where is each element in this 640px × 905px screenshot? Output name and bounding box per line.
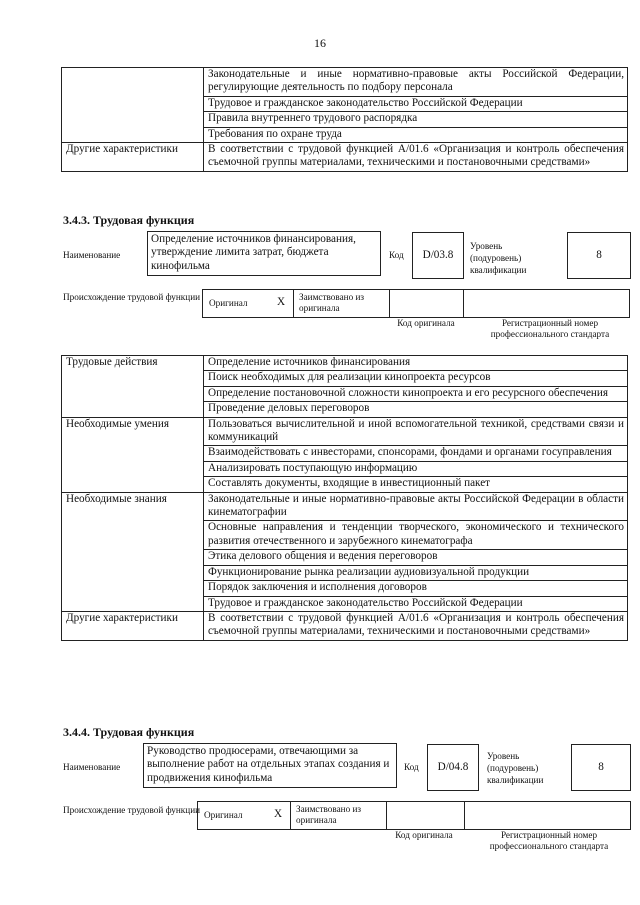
row-item: Составлять документы, входящие в инвестиционный пакет — [204, 477, 628, 492]
original-mark-2: X — [274, 808, 283, 820]
row-item: Определение постановочной сложности кинопроекта и его ресурсного обеспечения — [204, 386, 628, 401]
row-item: Анализировать поступающую информацию — [204, 461, 628, 476]
section-heading-344: 3.4.4. Трудовая функция — [63, 725, 195, 739]
row-item: Взаимодействовать с инвесторами, спонсорами, фондами и органами госуправления — [204, 446, 628, 461]
code-label: Код — [389, 250, 404, 260]
origin-label: Происхождение трудовой функции — [63, 292, 201, 302]
origin-label-2: Происхождение трудовой функции — [63, 805, 201, 815]
level-label-2: Уровень (подуровень) квалификации — [487, 751, 544, 785]
table-row — [62, 611, 628, 640]
code-original-caption-2: Код оригинала — [395, 830, 453, 840]
borrowed-label-2: Заимствовано из оригинала — [296, 804, 362, 825]
table-row — [62, 68, 628, 97]
section-heading-343: 3.4.3. Трудовая функция — [63, 213, 195, 227]
page-number: 16 — [314, 36, 326, 50]
row-item: Поиск необходимых для реализации кинопроекта ресурсов — [204, 371, 628, 386]
name-label: Наименование — [63, 250, 121, 260]
table-row — [62, 417, 628, 446]
code-label-2: Код — [404, 762, 419, 772]
original-label: Оригинал — [209, 298, 248, 308]
row-item: Этика делового общения и ведения переговоров — [204, 550, 628, 565]
row-header — [62, 68, 204, 143]
row-header: Трудовые действия — [62, 356, 204, 418]
origin-box — [202, 289, 630, 318]
row-item: Трудовое и гражданское законодательство Российской Федерации — [204, 596, 628, 611]
function-code-field: D/03.8 — [412, 232, 464, 279]
code-original-caption: Код оригинала — [397, 318, 455, 328]
borrowed-label: Заимствовано из оригинала — [299, 292, 365, 313]
function-name-field-2: Руководство продюсерами, отвечающими за выполнение работ на отдельных этапах создания и продвижения кинофильма — [143, 743, 397, 788]
row-header: Другие характеристики — [62, 611, 204, 640]
row-header: Другие характеристики — [62, 143, 204, 172]
function-code-field-2: D/04.8 — [427, 744, 479, 791]
table-row — [62, 143, 628, 172]
row-item: В соответствии с трудовой функцией А/01.6 «Организация и контроль обеспечения съемочной группы материалами, техническими и постановочными средствами» — [204, 143, 628, 172]
row-item: Законодательные и иные нормативно-правовые акты Российской Федерации в области кинематографии — [204, 492, 628, 521]
row-item: Правила внутреннего трудового распорядка — [204, 112, 628, 127]
row-item: Пользоваться вычислительной и иной вспомогательной техникой, средствами связи и коммуникаций — [204, 417, 628, 446]
row-item: Трудовое и гражданское законодательство Российской Федерации — [204, 96, 628, 111]
level-label: Уровень (подуровень) квалификации — [470, 241, 527, 275]
row-item: Порядок заключения и исполнения договоров — [204, 581, 628, 596]
function-name-field: Определение источников финансирования, утверждение лимита затрат, бюджета кинофильма — [147, 231, 381, 276]
table-row — [62, 356, 628, 371]
original-mark: X — [277, 296, 286, 308]
row-item: Проведение деловых переговоров — [204, 402, 628, 417]
row-header: Необходимые знания — [62, 492, 204, 611]
row-item: В соответствии с трудовой функцией А/01.6 «Организация и контроль обеспечения съемочной группы материалами, техническими и постановочными средствами» — [204, 611, 628, 640]
reg-number-caption-2: Регистрационный номер профессионального стандарта — [489, 830, 609, 851]
row-item: Основные направления и тенденции творческого, экономического и технического развития отечественного и зарубежного кинематографа — [204, 521, 628, 550]
level-field: 8 — [567, 232, 631, 279]
origin-box-2 — [197, 801, 631, 830]
name-label-2: Наименование — [63, 762, 121, 772]
reg-number-caption: Регистрационный номер профессионального стандарта — [490, 318, 610, 339]
labor-function-table — [61, 355, 628, 641]
level-field-2: 8 — [571, 744, 631, 791]
row-item: Функционирование рынка реализации аудиовизуальной продукции — [204, 565, 628, 580]
row-item: Определение источников финансирования — [204, 356, 628, 371]
top-requirements-table — [61, 67, 628, 172]
row-item: Требования по охране труда — [204, 127, 628, 142]
table-row — [62, 492, 628, 521]
row-header: Необходимые умения — [62, 417, 204, 492]
row-item: Законодательные и иные нормативно-правовые акты Российской Федерации, регулирующие деятельность по подбору персонала — [204, 68, 628, 97]
original-label-2: Оригинал — [204, 810, 243, 820]
